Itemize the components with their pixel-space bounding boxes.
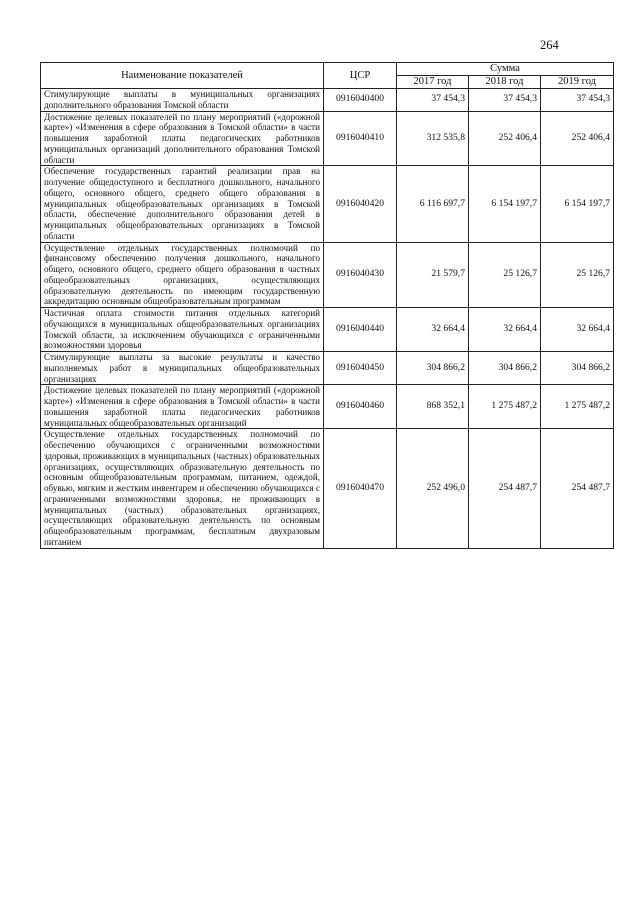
row-value-2019: 32 664,4 [541, 308, 614, 352]
table-row [41, 166, 614, 242]
row-name: Стимулирующие выплаты за высокие результаты и качество выполняемых работ в муниципальных общеобразовательных организациях [41, 352, 324, 385]
budget-table [40, 62, 614, 549]
row-value-2017: 252 496,0 [397, 429, 469, 548]
row-code: 0916040410 [324, 111, 397, 166]
row-value-2017: 37 454,3 [397, 89, 469, 112]
column-header-name: Наименование показателей [41, 63, 324, 89]
row-name: Достижение целевых показателей по плану мероприятий («дорожной карте») «Изменения в сфере образования в Томской области» в части повышения заработной платы педагогических работников муниципальных общеобразовательных организаций [41, 385, 324, 429]
row-value-2019: 37 454,3 [541, 89, 614, 112]
row-value-2019: 1 275 487,2 [541, 385, 614, 429]
column-header-year-2018: 2018 год [469, 76, 541, 89]
row-value-2017: 6 116 697,7 [397, 166, 469, 242]
row-value-2018: 25 126,7 [469, 242, 541, 308]
table-row [41, 308, 614, 352]
row-value-2017: 868 352,1 [397, 385, 469, 429]
row-code: 0916040400 [324, 89, 397, 112]
row-code: 0916040460 [324, 385, 397, 429]
row-code: 0916040430 [324, 242, 397, 308]
table-row [41, 89, 614, 112]
row-name: Стимулирующие выплаты в муниципальных организациях дополнительного образования Томской области [41, 89, 324, 112]
row-code: 0916040470 [324, 429, 397, 548]
row-value-2018: 254 487,7 [469, 429, 541, 548]
page-number: 264 [540, 38, 559, 52]
row-name: Частичная оплата стоимости питания отдельных категорий обучающихся в муниципальных общеобразовательных организациях Томской области, за исключением обучающихся с ограниченными возможностями здоровья [41, 308, 324, 352]
column-header-sum: Сумма [397, 63, 614, 76]
row-value-2017: 21 579,7 [397, 242, 469, 308]
row-value-2017: 304 866,2 [397, 352, 469, 385]
row-name: Осуществление отдельных государственных полномочий по финансовому обеспечению получения дошкольного, начального общего, основного общего, среднего общего образования в частных общеобразовательных организациях, осуществляющих образовательную деятельность по имеющим государственную аккредитацию основным общеобразовательным программам [41, 242, 324, 308]
table-row [41, 111, 614, 166]
column-header-year-2019: 2019 год [541, 76, 614, 89]
row-code: 0916040450 [324, 352, 397, 385]
row-value-2018: 37 454,3 [469, 89, 541, 112]
row-value-2017: 32 664,4 [397, 308, 469, 352]
row-code: 0916040420 [324, 166, 397, 242]
row-name: Осуществление отдельных государственных полномочий по обеспечению обучающихся с ограниченными возможностями здоровья, проживающих в муниципальных (частных) образовательных организациях, осуществляющих образовательную деятельность по основным общеобразовательным программам, питанием, одеждой, обувью, мягким и жестким инвентарем и обеспечению обучающихся с ограниченными возможностями здоровья, не проживающих в муниципальных (частных) образовательных организациях, осуществляющих образовательную деятельность по основным общеобразовательным программам, бесплатным двухразовым питанием [41, 429, 324, 548]
row-value-2019: 254 487,7 [541, 429, 614, 548]
row-value-2018: 1 275 487,2 [469, 385, 541, 429]
row-code: 0916040440 [324, 308, 397, 352]
row-name: Обеспечение государственных гарантий реализации прав на получение общедоступного и бесплатного дошкольного, начального общего, основного общего, среднего общего образования в муниципальных общеобразовательных организациях в Томской области, обеспечение дополнительного образования детей в муниципальных общеобразовательных организациях в Томской области [41, 166, 324, 242]
table-row [41, 429, 614, 548]
header-row-top [41, 63, 614, 76]
table-row [41, 385, 614, 429]
row-value-2019: 25 126,7 [541, 242, 614, 308]
row-value-2019: 6 154 197,7 [541, 166, 614, 242]
column-header-year-2017: 2017 год [397, 76, 469, 89]
column-header-code: ЦСР [324, 63, 397, 89]
row-value-2018: 6 154 197,7 [469, 166, 541, 242]
row-value-2017: 312 535,8 [397, 111, 469, 166]
row-value-2019: 252 406,4 [541, 111, 614, 166]
table-row [41, 352, 614, 385]
table-row [41, 242, 614, 308]
row-value-2019: 304 866,2 [541, 352, 614, 385]
row-value-2018: 304 866,2 [469, 352, 541, 385]
row-name: Достижение целевых показателей по плану мероприятий («дорожной карте») «Изменения в сфере образования в Томской области» в части повышения заработной платы педагогических работников муниципальных организаций дополнительного образования Томской области [41, 111, 324, 166]
row-value-2018: 32 664,4 [469, 308, 541, 352]
row-value-2018: 252 406,4 [469, 111, 541, 166]
